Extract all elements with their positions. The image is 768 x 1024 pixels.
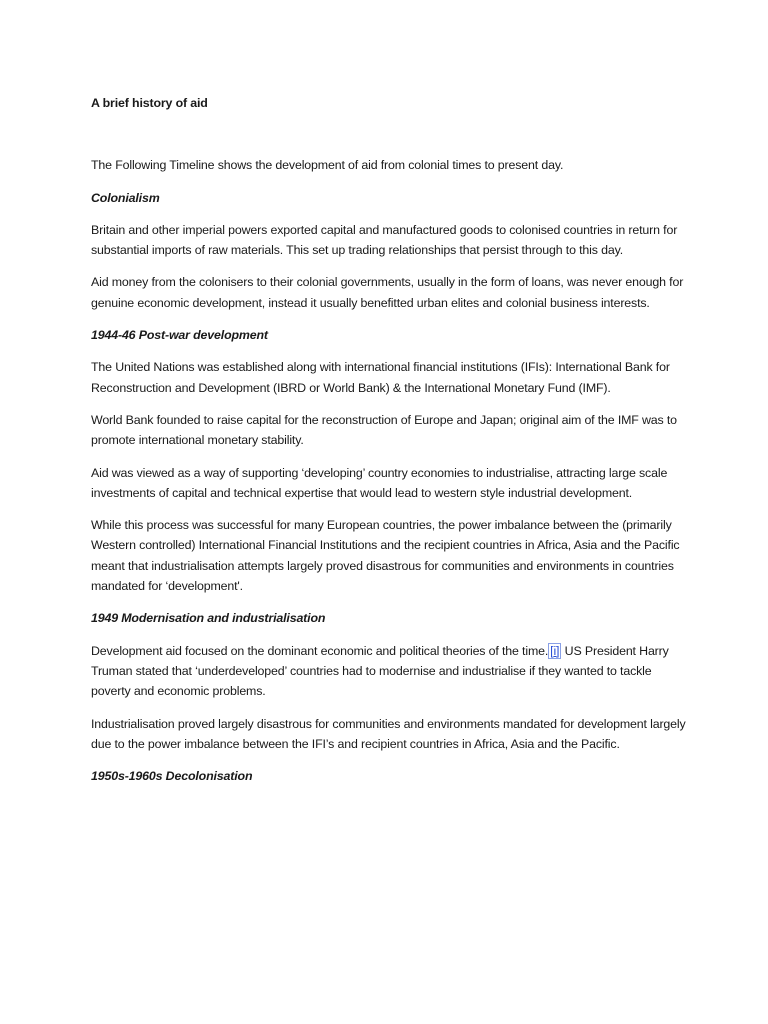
footnote-link[interactable]: [i] (550, 643, 560, 658)
paragraph-text: US President Harry Truman stated that ‘underdeveloped’ countries had to modernise and industrialise if they wanted to tackle poverty and economic problems. (91, 643, 669, 699)
paragraph: Industrialisation proved largely disastrous for communities and environments mandated for development largely due to the power imbalance between the IFI’s and recipient countries in Africa, Asia and the Pacific. (91, 716, 686, 751)
paragraph: Britain and other imperial powers exported capital and manufactured goods to colonised countries in return for substantial imports of raw materials. This set up trading relationships that persist through to this day. (91, 222, 678, 258)
paragraph: Aid was viewed as a way of supporting ‘developing’ country economies to industrialise, attracting large scale investments of capital and technical expertise that would lead to western style industrial development. (91, 465, 668, 500)
section-heading-colonialism: Colonialism (91, 190, 160, 205)
section-heading-decolonisation: 1950s-1960s Decolonisation (91, 769, 253, 784)
intro-paragraph: The Following Timeline shows the development of aid from colonial times to present day. (91, 158, 564, 173)
paragraph-with-footnote (91, 641, 691, 702)
paragraph: While this process was successful for many European countries, the power imbalance between the (primarily Western controlled) International Financial Institutions and the recipient countries in Africa, Asia and the Pacific meant that industrialisation attempts largely proved disastrous for communities and environments in countries mandated for ‘development'. (91, 518, 680, 594)
document-title: A brief history of aid (91, 96, 208, 110)
paragraph: Aid money from the colonisers to their colonial governments, usually in the form of loans, was never enough for genuine economic development, instead it usually benefitted urban elites and colonial business interests. (91, 275, 684, 310)
paragraph: The United Nations was established along with international financial institutions (IFIs): International Bank for Reconstruction and Development (IBRD or World Bank) & the International Monetary Fund (IMF). (91, 360, 670, 395)
section-heading-modernisation: 1949 Modernisation and industrialisation (91, 611, 326, 626)
paragraph-text: Development aid focused on the dominant economic and political theories of the time. (91, 643, 549, 658)
paragraph: World Bank founded to raise capital for the reconstruction of Europe and Japan; original aim of the IMF was to promote international monetary stability. (91, 412, 677, 448)
document-page (91, 93, 691, 798)
section-heading-post-war: 1944-46 Post-war development (91, 328, 268, 343)
